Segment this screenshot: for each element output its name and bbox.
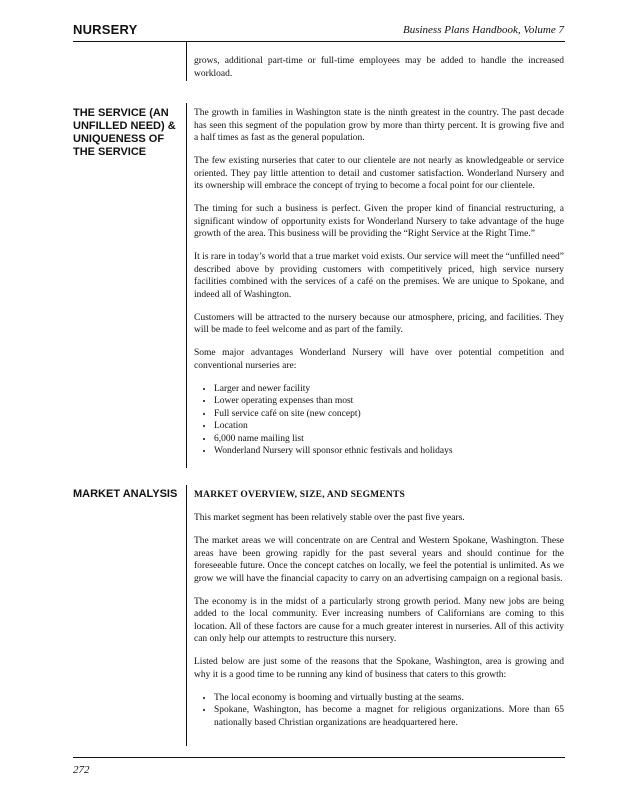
advantages-list [194,383,564,458]
list-item: • Full service café on site (new concept) [214,408,564,421]
service-paragraph: It is rare in today’s world that a true market void exists. Our service will meet the “unfilled need” described above by providing customers with competitively priced, high service nursery facilities combined with the services of a café on the premises. We are unique to Spokane, and indeed all of Washington. [194,252,564,300]
market-section-body [194,489,564,739]
list-item: • Larger and newer facility [214,383,564,396]
service-paragraph: The timing for such a business is perfect. Given the proper kind of financial restructuring, a significant window of opportunity exists for Wonderland Nursery to take advantage of the huge growth of the area. This business will be providing the “Right Service at the Right Time.” [194,204,564,239]
footer-rule [73,757,565,758]
list-item: • 6,000 name mailing list [214,433,564,446]
service-paragraph: Customers will be attracted to the nursery because our atmosphere, pricing, and facilities. They will be made to feel welcome and as part of the family. [194,312,564,335]
running-header-publication: Business Plans Handbook, Volume 7 [402,24,564,36]
column-divider-market [186,485,187,746]
market-subheading: MARKET OVERVIEW, SIZE, AND SEGMENTS [194,490,405,500]
growth-reasons-list [194,692,564,730]
service-section-body [194,107,564,468]
market-paragraph: The market areas we will concentrate on are Central and Western Spokane, Washington. These areas have been growing rapidly for the past several years and should continue for the foreseeable future. Once the concept catches on locally, we feel the potential is unlimited. As we grow we will have the financial capacity to carry on an advertising campaign on a regional basis. [194,536,564,584]
page-number: 272 [73,764,90,776]
service-paragraph: The few existing nurseries that cater to our clientele are not nearly as knowledgeable or service oriented. They pay little attention to detail and customer satisfaction. Wonderland Nursery and its ownership will embrace the concept of trying to become a focal point for our clientele. [194,156,564,191]
market-paragraph: Listed below are just some of the reasons that the Spokane, Washington, area is growing and why it is a good time to be running any kind of business that caters to this growth: [194,657,564,680]
list-item: • Spokane, Washington, has become a magnet for religious organizations. More than 65 nationally based Christian organizations are headquartered here. [214,704,564,729]
column-divider-top [186,42,187,81]
market-section-heading: MARKET ANALYSIS [73,488,178,500]
market-paragraph: The economy is in the midst of a particularly strong growth period. Many new jobs are being added to the local community. Ever increasing numbers of Californians are coming to this location. All of these factors are cause for a much greater interest in nurseries. All of this activity can only help our attempts to restructure this nursery. [194,596,564,644]
service-section-heading: THE SERVICE (AN UNFILLED NEED) & UNIQUENESS OF THE SERVICE [73,107,176,158]
list-item: • Lower operating expenses than most [214,395,564,408]
list-item: • Location [214,420,564,433]
list-item: • Wonderland Nursery will sponsor ethnic festivals and holidays [214,445,564,458]
continuation-block [194,55,564,91]
market-paragraph: This market segment has been relatively stable over the past five years. [194,513,465,523]
service-paragraph: Some major advantages Wonderland Nursery will have over potential competition and conventional nurseries are: [194,348,564,371]
service-paragraph: The growth in families in Washington state is the ninth greatest in the country. The past decade has seen this segment of the population grow by more than thirty percent. It is growing five and a half times as fast as the general population. [194,108,564,143]
running-header-section: NURSERY [73,22,138,37]
continuation-paragraph: grows, additional part-time or full-time employees may be added to handle the increased workload. [194,56,564,79]
header-rule [73,41,565,42]
list-item: • The local economy is booming and virtually busting at the seams. [214,692,564,705]
